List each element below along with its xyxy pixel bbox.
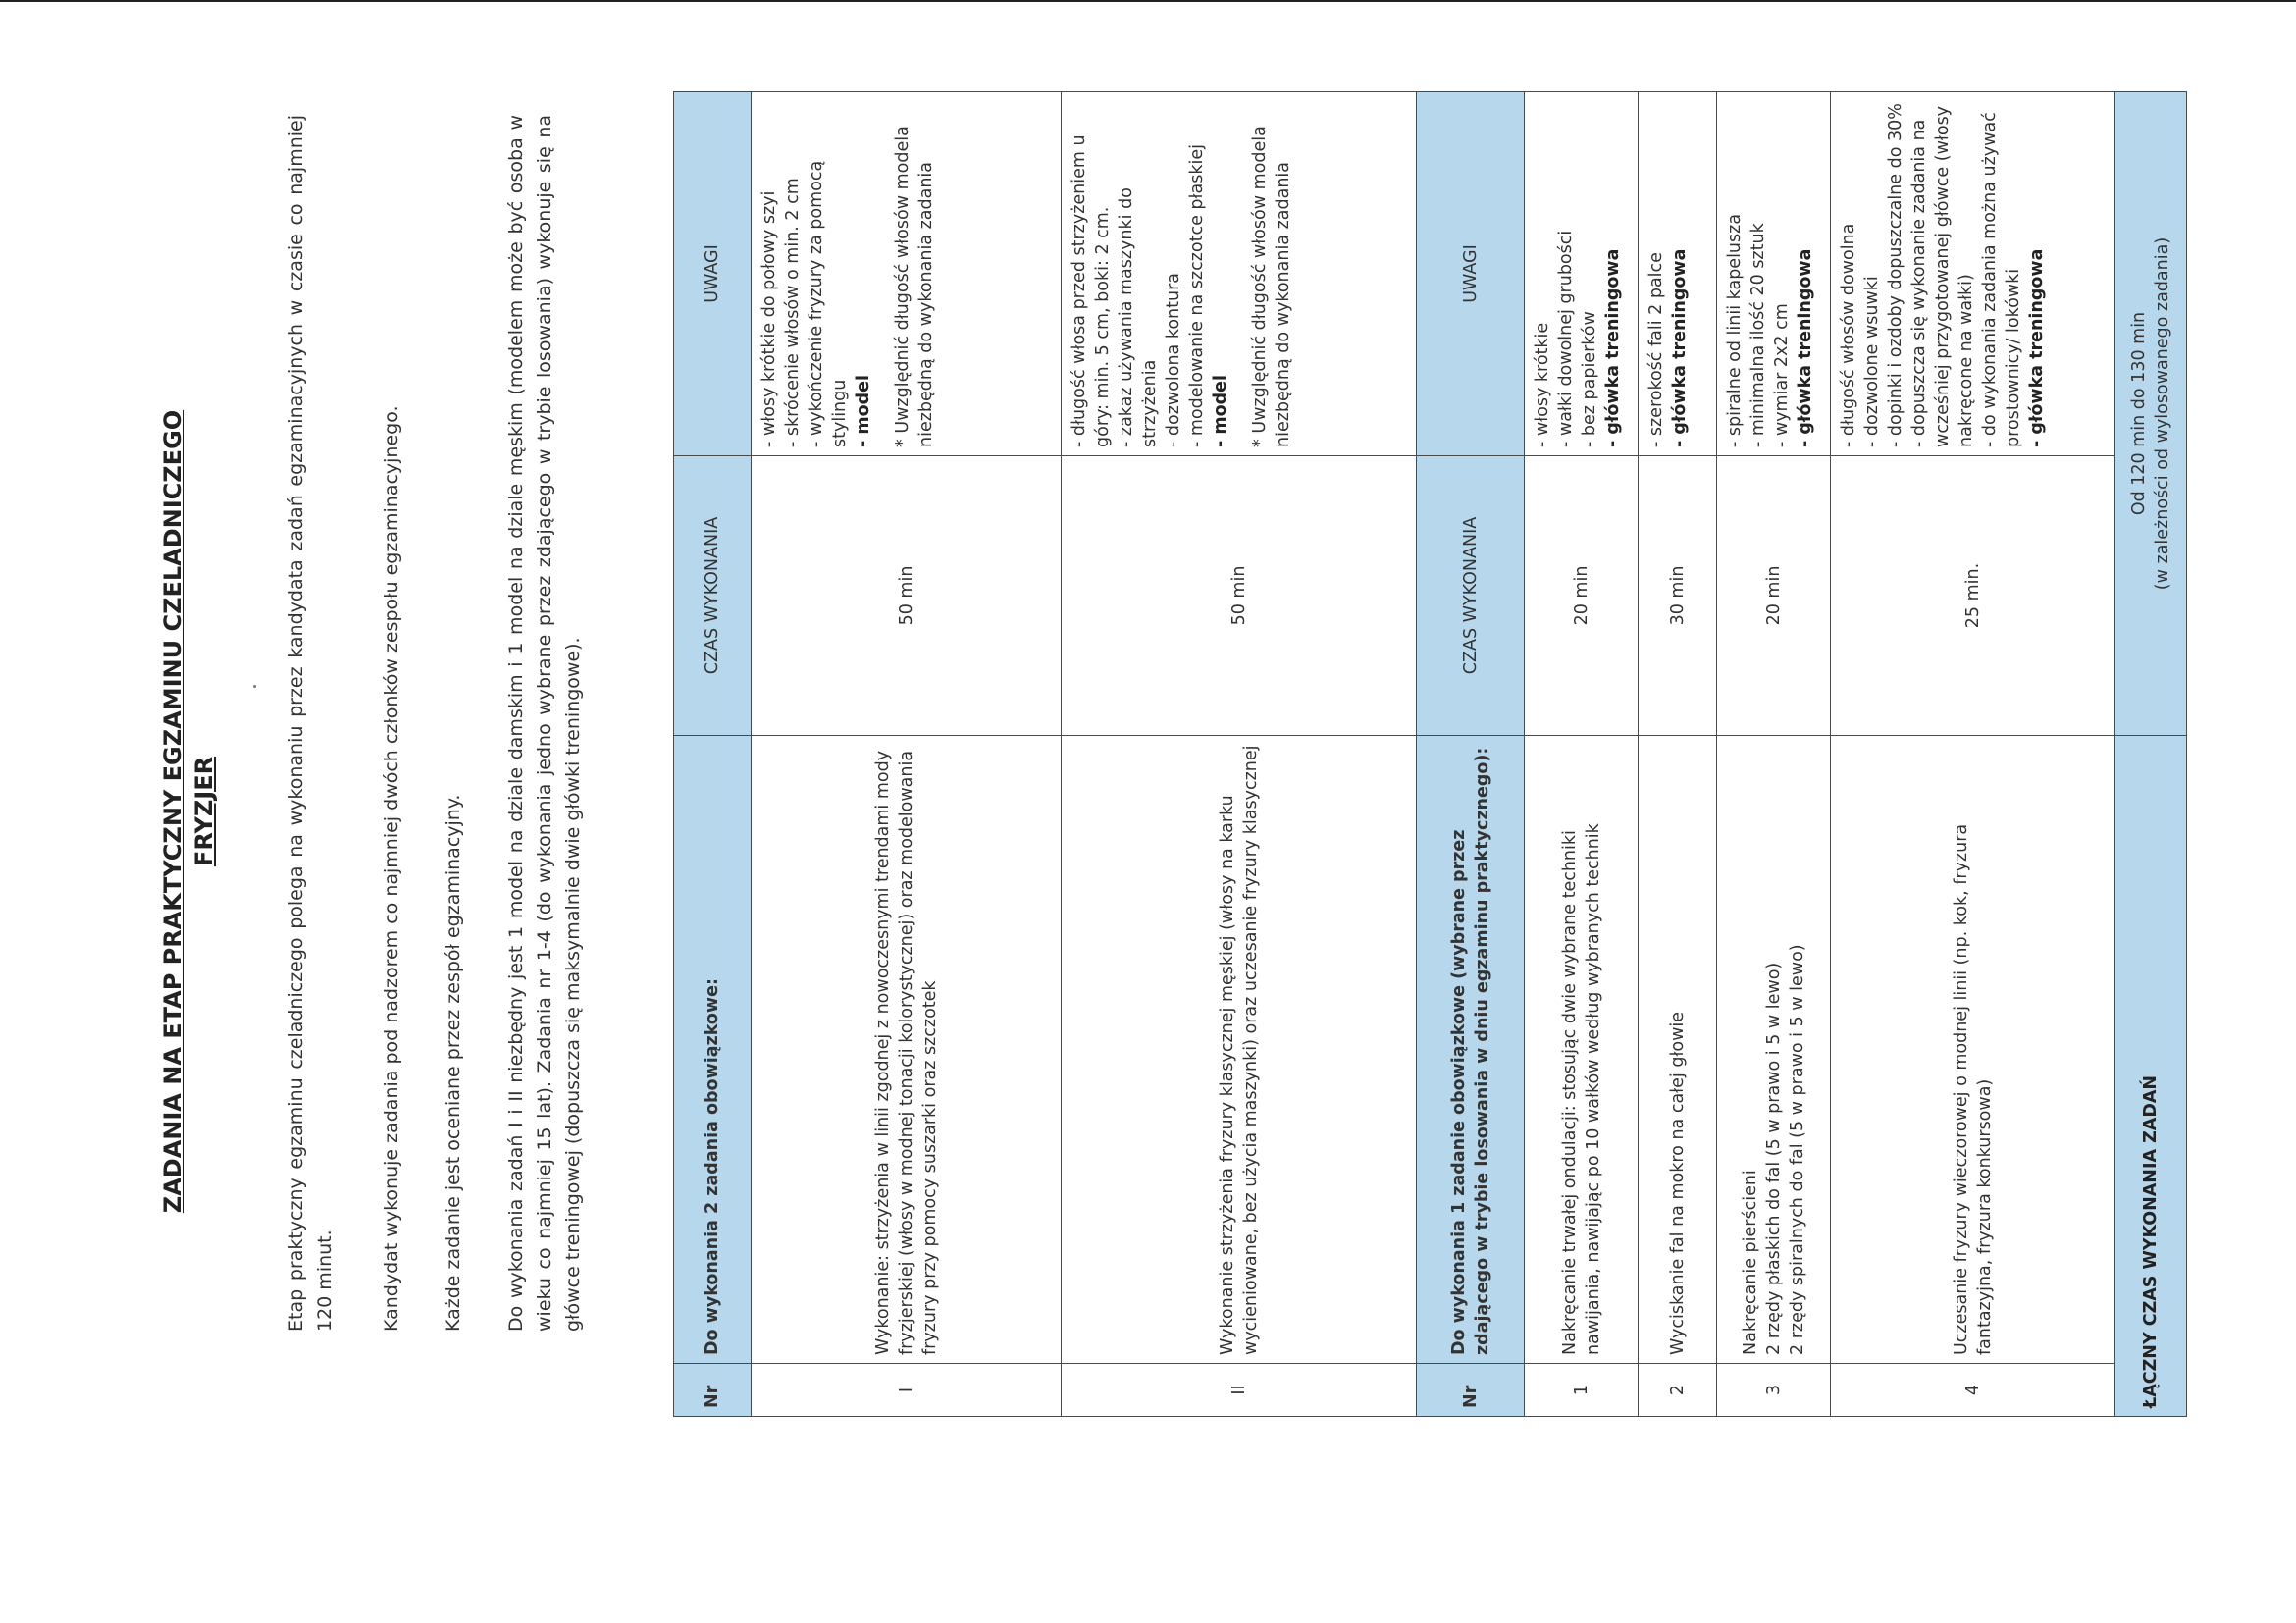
title-line-2: FRYZJER [190,756,218,867]
intro-paragraph-1: Etap praktyczny egzaminu czeladniczego polega na wykonaniu przez kandydata zadań egzaminacyjnych w czasie co najmniej 120 minut. [286,115,336,1332]
note-bold: - główka treningowa [1603,248,1623,447]
task-time: 25 min. [1831,456,2115,736]
task-description: Wykonanie strzyżenia fryzury klasycznej męskiej (włosy na karku wycieniowane, bez użycia maszynki) oraz uczesanie fryzury klasycznej [1062,736,1417,1364]
note-line: - dopinki i ozdoby dopuszczalne do 30% [1886,103,1905,447]
total-label: ŁĄCZNY CZAS WYKONANIA ZADAŃ [2115,736,2187,1417]
task-header: Do wykonania 1 zadanie obowiązkowe (wybrane przez zdającego w trybie losowania w dniu egzaminu praktycznego): [1417,736,1525,1364]
note-line: - minimalna ilość 20 sztuk [1748,223,1768,447]
task-time: 30 min [1639,456,1717,736]
note-line: - bez papierków [1580,311,1599,447]
time-header: CZAS WYKONANIA [1417,456,1525,736]
notes-header: UWAGI [674,92,752,456]
task-time: 20 min [1525,456,1639,736]
note-line: - skrócenie włosów o min. 2 cm [783,178,803,447]
note-line: - wymiar 2x2 cm [1772,303,1792,447]
table-row [1525,92,1639,1417]
row-number: I [752,1364,1062,1417]
task-notes [1525,92,1639,456]
note-line: - włosy krótkie [1533,322,1552,447]
task-notes [752,92,1062,456]
note-line: - szerokość fali 2 palce [1646,252,1666,447]
note-line: - spiralne od linii kapelusza [1725,213,1745,447]
total-time-line-2: (w zależności od wylosowanego zadania) [2153,236,2172,591]
table-row [1062,92,1417,1417]
row-number: 1 [1525,1364,1639,1417]
table-row [1717,92,1831,1417]
task-description [1717,736,1831,1364]
row-number: 2 [1639,1364,1717,1417]
intro-paragraph-4: Do wykonania zadań I i II niezbędny jest 1 model na dziale damskim i 1 model na dziale męskim (modelem może być osoba w wieku co najmniej 15 lat). Zadania nr 1-4 (do wykonania jedno wybrane przez zdającego w trybie losowania) wykonuje się na główce treningowej (dopuszcza się maksymalnie dwie główki treningowe). [505,115,584,1332]
total-time [2115,92,2187,736]
section1-header-row [674,92,752,1417]
task-notes [1831,92,2115,456]
task-line: 2 rzędy spiralnych do fal (5 w prawo i 5 w lewo) [1787,944,1807,1355]
task-description: Wyciskanie fal na mokro na całej głowie [1639,736,1717,1364]
note-line: - modelowanie na szczotce płaskiej [1187,144,1207,447]
note-bold: - główka treningowa [1796,248,1815,447]
intro-paragraph-2: Kandydat wykonuje zadania pod nadzorem co najmniej dwóch członków zespołu egzaminacyjnego. [381,405,402,1332]
task-line: Nakręcanie pierścieni [1740,1170,1760,1355]
task-description: Uczesanie fryzury wieczorowej o modnej linii (np. kok, fryzura fantazyjna, fryzura konkursowa) [1831,736,2115,1364]
note-bold: - model [854,374,873,447]
title-line-1: ZADANIA NA ETAP PRAKTYCZNY EGZAMINU CZELADNICZEGO [159,409,186,1214]
row-number: 3 [1717,1364,1831,1417]
section2-header-row [1417,92,1525,1417]
nr-header: Nr [1417,1364,1525,1417]
task-description: Nakręcanie trwałej ondulacji: stosując dwie wybrane techniki nawijania, nawijając po 10 wałków według wybranych technik [1525,736,1639,1364]
note-extra: * Uwzględnić długość włosów modela niezbędną do wykonania zadania [1250,126,1293,447]
row-number: 4 [1831,1364,2115,1417]
note-line: - długość włosów dowolna [1839,223,1858,447]
total-row [2115,92,2187,1417]
task-time: 50 min [752,456,1062,736]
table-row [1639,92,1717,1417]
note-line: - włosy krótkie do połowy szyi [759,190,779,447]
table-row [1831,92,2115,1417]
notes-header: UWAGI [1417,92,1525,456]
total-time-line-1: Od 120 min do 130 min [2129,311,2149,516]
task-header: Do wykonania 2 zadania obowiązkowe: [674,736,752,1364]
task-time: 20 min [1717,456,1831,736]
note-line: - długość włosa przed strzyżeniem u góry: min. 5 cm, boki: 2 cm. [1070,134,1113,447]
note-line: - dozwolona kontura [1164,272,1183,447]
note-bold: - model [1211,374,1230,447]
note-line: - wykończenie fryzury za pomocą stylingu [807,160,850,447]
document-title [157,0,220,1623]
note-line: - do wykonania zadania można używać prostownicy/ lokówki [1980,112,2023,447]
note-line: - wałki dowolnej grubości [1556,230,1576,447]
nr-header: Nr [674,1364,752,1417]
time-header: CZAS WYKONANIA [674,456,752,736]
row-number: II [1062,1364,1417,1417]
tasks-table [673,91,2187,1417]
task-notes [1717,92,1831,456]
task-line: 2 rzędy płaskich do fal (5 w prawo i 5 w lewo) [1763,962,1784,1355]
task-description: Wykonanie: strzyżenia w linii zgodnej z nowoczesnymi trendami mody fryzjerskiej (włosy w modnej tonacji kolorystycznej) oraz modelowania fryzury przy pomocy suszarki oraz szczotek [752,736,1062,1364]
task-time: 50 min [1062,456,1417,736]
note-bold: - główka treningowa [1670,248,1690,447]
note-bold: - główka treningowa [2027,248,2047,447]
task-notes [1062,92,1417,456]
note-line: - zakaz używania maszynki do strzyżenia [1117,187,1160,447]
note-line: - dozwolone wsuwki [1862,276,1882,447]
table-row [752,92,1062,1417]
intro-paragraph-3: Każde zadanie jest oceniane przez zespół egzaminacyjny. [443,794,464,1332]
task-notes [1639,92,1717,456]
note-line: - dopuszcza się wykonanie zadania na wcześniej przygotowanej główce (włosy nakręcone na wałki) [1909,105,1976,447]
note-extra: * Uwzględnić długość włosów modela niezbędną do wykonania zadania [893,126,936,447]
